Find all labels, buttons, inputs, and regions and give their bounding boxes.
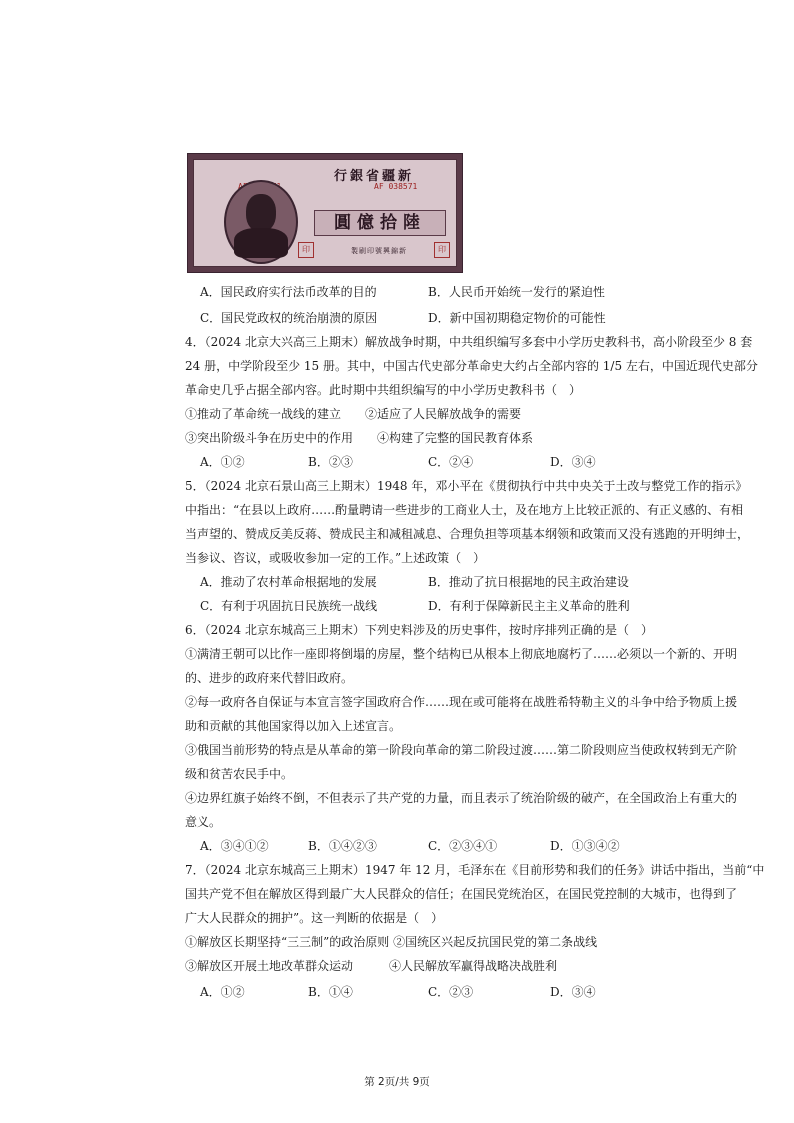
banknote-portrait [224,180,298,264]
q6-source4-line2: 意义。 [185,815,222,829]
q5-stem-line1: 5．（2024 北京石景山高三上期末）1948 年，邓小平在《贯彻执行中共中央关于土改与整党工作的指示》 [185,479,748,493]
q4-option-b: B．②③ [308,455,353,469]
q5-stem-line4: 当参议、咨议，或吸收参加一定的工作。”上述政策（ ） [185,551,486,565]
q6-source1-line1: ①满清王朝可以比作一座即将倒塌的房屋，整个结构已从根本上彻底地腐朽了……必须以一个新的、开明 [185,647,738,661]
q4-item-2: ③突出阶级斗争在历史中的作用 ④构建了完整的国民教育体系 [185,431,534,445]
banknote-serial-right: AF 038571 [374,182,418,191]
q7-item-1: ①解放区长期坚持“三三制”的政治原则 ②国统区兴起反抗国民党的第二条战线 [185,935,598,949]
banknote-denomination: 圓億拾陸 [314,210,446,236]
q4-option-a: A．①② [200,455,245,469]
q4-option-c: C．②④ [428,455,474,469]
q6-option-d: D．①③④② [550,839,620,853]
q6-option-b: B．①④②③ [308,839,377,853]
q4-item-1: ①推动了革命统一战线的建立 ②适应了人民解放战争的需要 [185,407,522,421]
banknote-seal-left: 印 [298,242,314,258]
q6-option-c: C．②③④① [428,839,498,853]
q5-option-b: B．推动了抗日根据地的民主政治建设 [428,575,629,589]
q3-option-d: D．新中国初期稳定物价的可能性 [428,311,606,325]
q5-stem-line2: 中指出：“在县以上政府……酌量聘请一些进步的工商业人士，及在地方上比较正派的、有正义感的、有相 [185,503,744,517]
q5-option-d: D．有利于保障新民主主义革命的胜利 [428,599,630,613]
q7-stem-line3: 广大人民群众的拥护”。这一判断的依据是（ ） [185,911,444,925]
q6-source2-line2: 助和贡献的其他国家得以加入上述宣言。 [185,719,402,733]
banknote-image [187,153,463,273]
q6-source2-line1: ②每一政府各自保证与本宣言签字国政府合作……现在或可能将在战胜希特勒主义的斗争中给予物质上援 [185,695,738,709]
banknote-bank-name: 行銀省疆新 [333,169,414,184]
q5-option-c: C．有利于巩固抗日民族统一战线 [200,599,378,613]
q6-source1-line2: 的、进步的政府来代替旧政府。 [185,671,354,685]
banknote-inner [193,159,457,267]
q7-option-c: C．②③ [428,985,474,999]
portrait-body [234,228,288,258]
banknote-seal-right: 印 [434,242,450,258]
q6-stem: 6．（2024 北京东城高三上期末）下列史料涉及的历史事件，按时序排列正确的是（ ） [185,623,653,637]
q7-option-d: D．③④ [550,985,596,999]
q4-stem-line3: 革命史几乎占据全部内容。此时期中共组织编写的中小学历史教科书（ ） [185,383,582,397]
q7-stem-line2: 国共产党不但在解放区得到最广大人民群众的信任；在国民党统治区，在国民党控制的大城市，也得到了 [185,887,738,901]
q6-source3-line1: ③俄国当前形势的特点是从革命的第一阶段向革命的第二阶段过渡……第二阶段则应当使政权转到无产阶 [185,743,738,757]
q3-option-c: C．国民党政权的统治崩溃的原因 [200,311,378,325]
page-footer: 第 2页/共 9页 [364,1076,430,1088]
q3-option-b: B．人民币开始统一发行的紧迫性 [428,285,605,299]
portrait-face [246,194,276,232]
q7-stem-line1: 7．（2024 北京东城高三上期末）1947 年 12 月，毛泽东在《目前形势和我们的任务》讲话中指出，当前“中 [185,863,765,877]
q5-option-a: A．推动了农村革命根据地的发展 [200,575,377,589]
banknote-bottom-text: 製刷印號興錦新 [351,247,407,255]
q7-item-2: ③解放区开展土地改革群众运动 ④人民解放军赢得战略决战胜利 [185,959,558,973]
q6-source3-line2: 级和贫苦农民手中。 [185,767,294,781]
q4-option-d: D．③④ [550,455,596,469]
q6-option-a: A．③④①② [200,839,269,853]
q4-stem-line2: 24 册，中学阶段至少 15 册。其中，中国古代史部分革命史大约占全部内容的 1/5 左右，中国近现代史部分 [185,359,758,373]
q5-stem-line3: 当声望的、赞成反美反蒋、赞成民主和减租减息、合理负担等项基本纲领和政策而又没有逃跑的开明绅士， [185,527,750,541]
q3-option-a: A．国民政府实行法币改革的目的 [200,285,377,299]
q4-stem-line1: 4．（2024 北京大兴高三上期末）解放战争时期，中共组织编写多套中小学历史教科书，高小阶段至少 8 套 [185,335,753,349]
q7-option-b: B．①④ [308,985,353,999]
q7-option-a: A．①② [200,985,245,999]
q6-source4-line1: ④边界红旗子始终不倒，不但表示了共产党的力量，而且表示了统治阶级的破产，在全国政治上有重大的 [185,791,738,805]
